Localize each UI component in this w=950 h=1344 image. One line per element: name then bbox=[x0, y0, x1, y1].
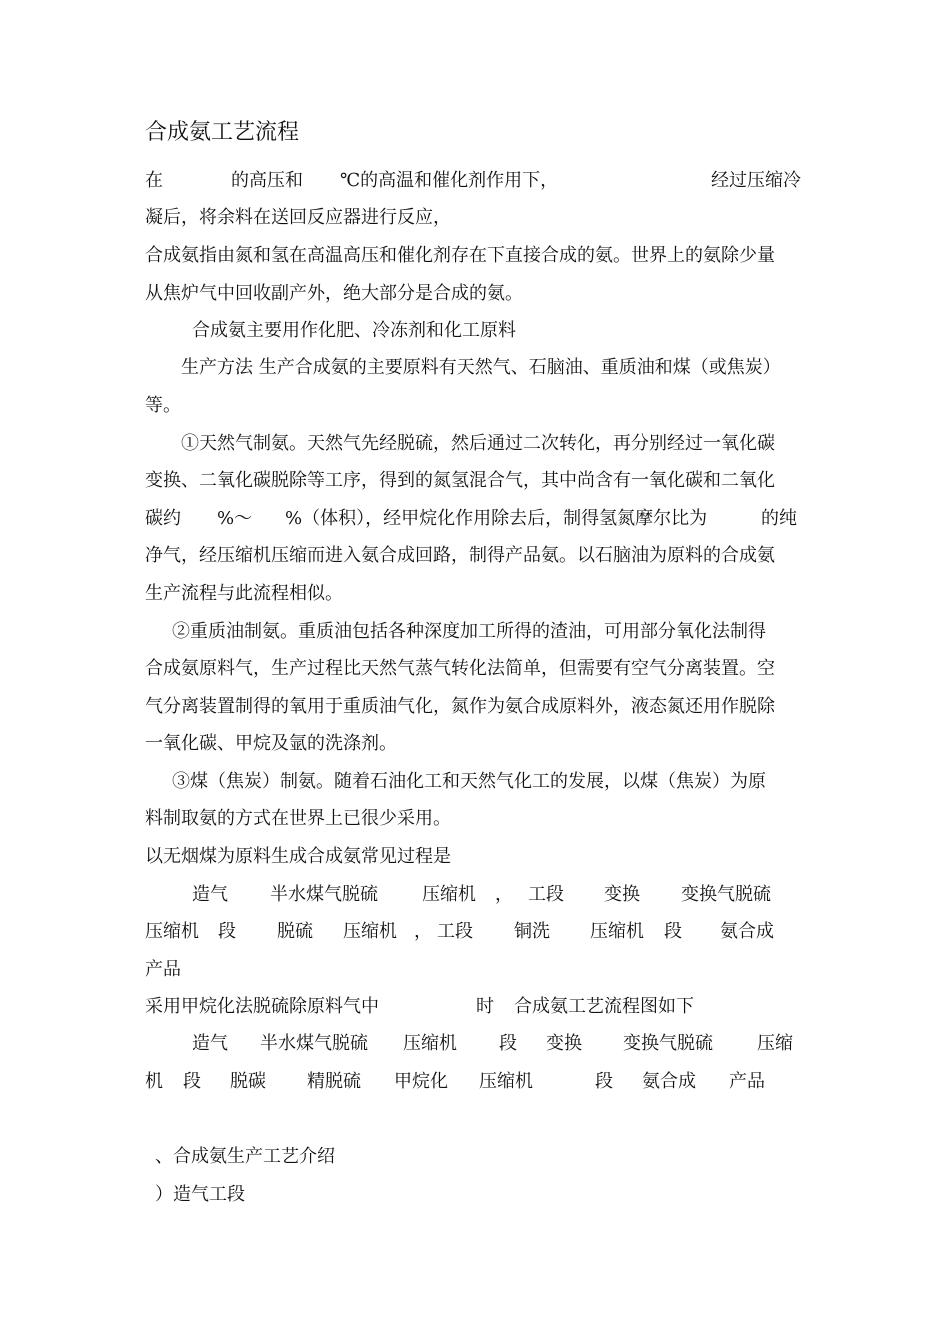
flow1-step: 氨合成 bbox=[720, 921, 774, 942]
method2-line3: 气分离装置制得的氧用于重质油气化，氮作为氨合成原料外，液态氮还用作脱除 bbox=[145, 696, 775, 717]
flow2-step: 精脱硫 bbox=[307, 1071, 361, 1092]
method1-line3-a: 碳约 bbox=[145, 508, 181, 529]
intro-line7: 等。 bbox=[145, 395, 181, 416]
intro-line5: 合成氨主要用作化肥、冷冻剂和化工原料 bbox=[192, 320, 516, 341]
flow2-step: 变换 bbox=[546, 1033, 582, 1054]
flow2-step: 脱碳 bbox=[230, 1071, 266, 1092]
intro-line4: 从焦炉气中回收副产外，绝大部分是合成的氨。 bbox=[145, 283, 523, 304]
method3-line2: 料制取氨的方式在世界上已很少采用。 bbox=[145, 808, 451, 829]
flow1-step: ， bbox=[414, 921, 432, 942]
method1-line3-b: %～ bbox=[217, 508, 253, 529]
flow1-step: ， bbox=[495, 884, 513, 905]
flow1-step: 压缩机 bbox=[590, 921, 644, 942]
intro-line6: 生产方法 生产合成氨的主要原料有天然气、石脑油、重质油和煤（或焦炭） bbox=[181, 357, 781, 378]
flow1-step: 半水煤气脱硫 bbox=[270, 884, 378, 905]
intro-line2: 凝后，将余料在送回反应器进行反应， bbox=[145, 207, 451, 228]
flow2-step: 压缩机 bbox=[479, 1071, 533, 1092]
method1-line1: ①天然气制氨。天然气先经脱硫，然后通过二次转化，再分别经过一氧化碳 bbox=[181, 433, 775, 454]
section-subheading: ）造气工段 bbox=[155, 1184, 245, 1205]
flow1-step: 压缩机 bbox=[343, 921, 397, 942]
flow1-step: 脱硫 bbox=[277, 921, 313, 942]
method2-line1: ②重质油制氨。重质油包括各种深度加工所得的渣油，可用部分氧化法制得 bbox=[172, 621, 766, 642]
intro-line3: 合成氨指由氮和氢在高温高压和催化剂存在下直接合成的氨。世界上的氨除少量 bbox=[145, 245, 775, 266]
flow1-heading: 以无烟煤为原料生成合成氨常见过程是 bbox=[145, 846, 451, 867]
method1-line2: 变换、二氧化碳脱除等工序，得到的氮氢混合气，其中尚含有一氧化碳和二氧化 bbox=[145, 470, 775, 491]
flow2-heading-b: 时 bbox=[476, 996, 494, 1017]
flow2-step: 机 bbox=[145, 1071, 163, 1092]
intro-line1-a: 在 bbox=[145, 170, 163, 191]
flow2-step: 造气 bbox=[192, 1033, 228, 1054]
flow1-step: 压缩机 bbox=[422, 884, 476, 905]
flow2-step: 半水煤气脱硫 bbox=[260, 1033, 368, 1054]
method1-line5: 生产流程与此流程相似。 bbox=[145, 583, 343, 604]
flow2-step: 氨合成 bbox=[642, 1071, 696, 1092]
flow2-step: 甲烷化 bbox=[394, 1071, 448, 1092]
method1-line3-c: %（体积），经甲烷化作用除去后，制得氢氮摩尔比为 bbox=[285, 508, 708, 529]
flow1-step: 变换 bbox=[604, 884, 640, 905]
intro-line1-b: 的高压和 bbox=[231, 170, 303, 191]
flow2-step: 压缩 bbox=[757, 1033, 793, 1054]
method2-line4: 一氧化碳、甲烷及氩的洗涤剂。 bbox=[145, 733, 397, 754]
flow2-step: 段 bbox=[183, 1071, 201, 1092]
flow1-step: 变换气脱硫 bbox=[681, 884, 771, 905]
method2-line2: 合成氨原料气，生产过程比天然气蒸气转化法简单，但需要有空气分离装置。空 bbox=[145, 658, 775, 679]
flow2-step: 变换气脱硫 bbox=[623, 1033, 713, 1054]
method1-line3-d: 的纯 bbox=[761, 508, 797, 529]
flow1-step: 段 bbox=[218, 921, 236, 942]
flow2-step: 段 bbox=[499, 1033, 517, 1054]
flow1-step: 造气 bbox=[192, 884, 228, 905]
method3-line1: ③煤（焦炭）制氨。随着石油化工和天然气化工的发展，以煤（焦炭）为原 bbox=[172, 771, 766, 792]
flow1-step: 产品 bbox=[145, 959, 181, 980]
method1-line4: 净气，经压缩机压缩而进入氨合成回路，制得产品氨。以石脑油为原料的合成氨 bbox=[145, 545, 775, 566]
flow2-step: 段 bbox=[595, 1071, 613, 1092]
flow1-step: 段 bbox=[664, 921, 682, 942]
intro-line1-d: 经过压缩冷 bbox=[711, 170, 801, 191]
flow2-heading-a: 采用甲烷化法脱硫除原料气中 bbox=[145, 996, 379, 1017]
section-heading: 、合成氨生产工艺介绍 bbox=[155, 1146, 335, 1167]
flow1-step: 工段 bbox=[437, 921, 473, 942]
flow2-step: 压缩机 bbox=[403, 1033, 457, 1054]
flow2-heading-c: 合成氨工艺流程图如下 bbox=[514, 996, 694, 1017]
flow1-step: 压缩机 bbox=[145, 921, 199, 942]
document-title: 合成氨工艺流程 bbox=[145, 120, 300, 145]
intro-line1-c: ℃的高温和催化剂作用下， bbox=[340, 170, 559, 191]
flow2-step: 产品 bbox=[729, 1071, 765, 1092]
flow1-step: 工段 bbox=[528, 884, 564, 905]
flow1-step: 铜洗 bbox=[514, 921, 550, 942]
